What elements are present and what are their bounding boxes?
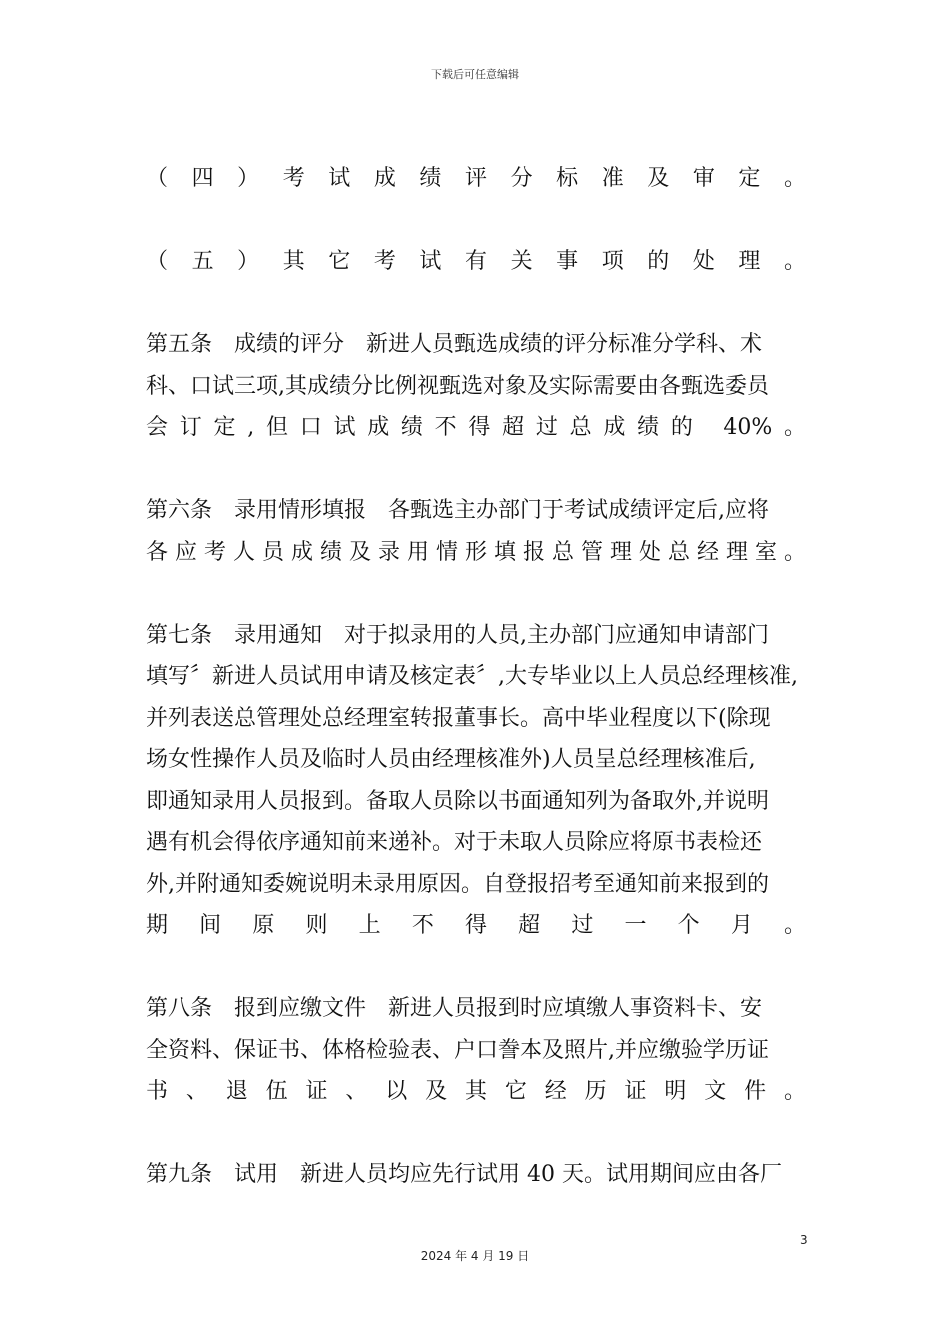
paragraph [146,324,806,449]
text-line: 期间原则上不得超过一个月。 [146,913,806,938]
text-line: 第八条 报到应缴文件 新进人员报到时应填缴人事资料卡、安 [146,996,763,1021]
footer-date: 2024 年 4 月 19 日 [420,1249,530,1263]
text-line: （五）其它考试有关事项的处理。 [146,249,806,274]
paragraph [146,241,806,283]
text-line: 填写〞新进人员试用申请及核定表〞,大专毕业以上人员总经理核准, [146,664,798,689]
text-line: 第九条 试用 新进人员均应先行试用 40 天。试用期间应由各厂 [146,1162,782,1187]
text-line: 会订定,但口试成绩不得超过总成绩的 40%。 [146,415,806,440]
paragraph [146,988,806,1113]
text-line: 第七条 录用通知 对于拟录用的人员,主办部门应通知申请部门 [146,622,769,648]
page-number: 3 [800,1233,808,1247]
text-line: 遇有机会得依序通知前来递补。对于未取人员除应将原书表检还 [146,830,763,855]
paragraph [146,158,806,200]
text-line: 全资料、保证书、体格检验表、户口誊本及照片,并应缴验学历证 [146,1037,769,1063]
paragraph [146,490,806,573]
text-line: 各应考人员成绩及录用情形填报总管理处总经理室。 [146,539,806,565]
page-header: 下载后可任意编辑 [431,68,519,81]
text-line: 书、退伍证、以及其它经历证明文件。 [146,1079,806,1104]
text-line: 第五条 成绩的评分 新进人员甄选成绩的评分标准分学科、术 [146,332,763,357]
document-body [146,158,806,1196]
text-line: 科、口试三项,其成绩分比例视甄选对象及实际需要由各甄选委员 [146,373,769,399]
text-line: 并列表送总管理处总经理室转报董事长。高中毕业程度以下(除现 [146,705,771,731]
text-line: 场女性操作人员及临时人员由经理核准外)人员呈总经理核准后, [146,747,756,772]
text-line: 第六条 录用情形填报 各甄选主办部门于考试成绩评定后,应将 [146,498,769,523]
text-line: 外,并附通知委婉说明未录用原因。自登报招考至通知前来报到的 [146,871,769,897]
paragraph [146,615,806,947]
text-line: （四）考试成绩评分标准及审定。 [146,166,806,191]
paragraph [146,1154,806,1196]
text-line: 即通知录用人员报到。备取人员除以书面通知列为备取外,并说明 [146,788,769,814]
